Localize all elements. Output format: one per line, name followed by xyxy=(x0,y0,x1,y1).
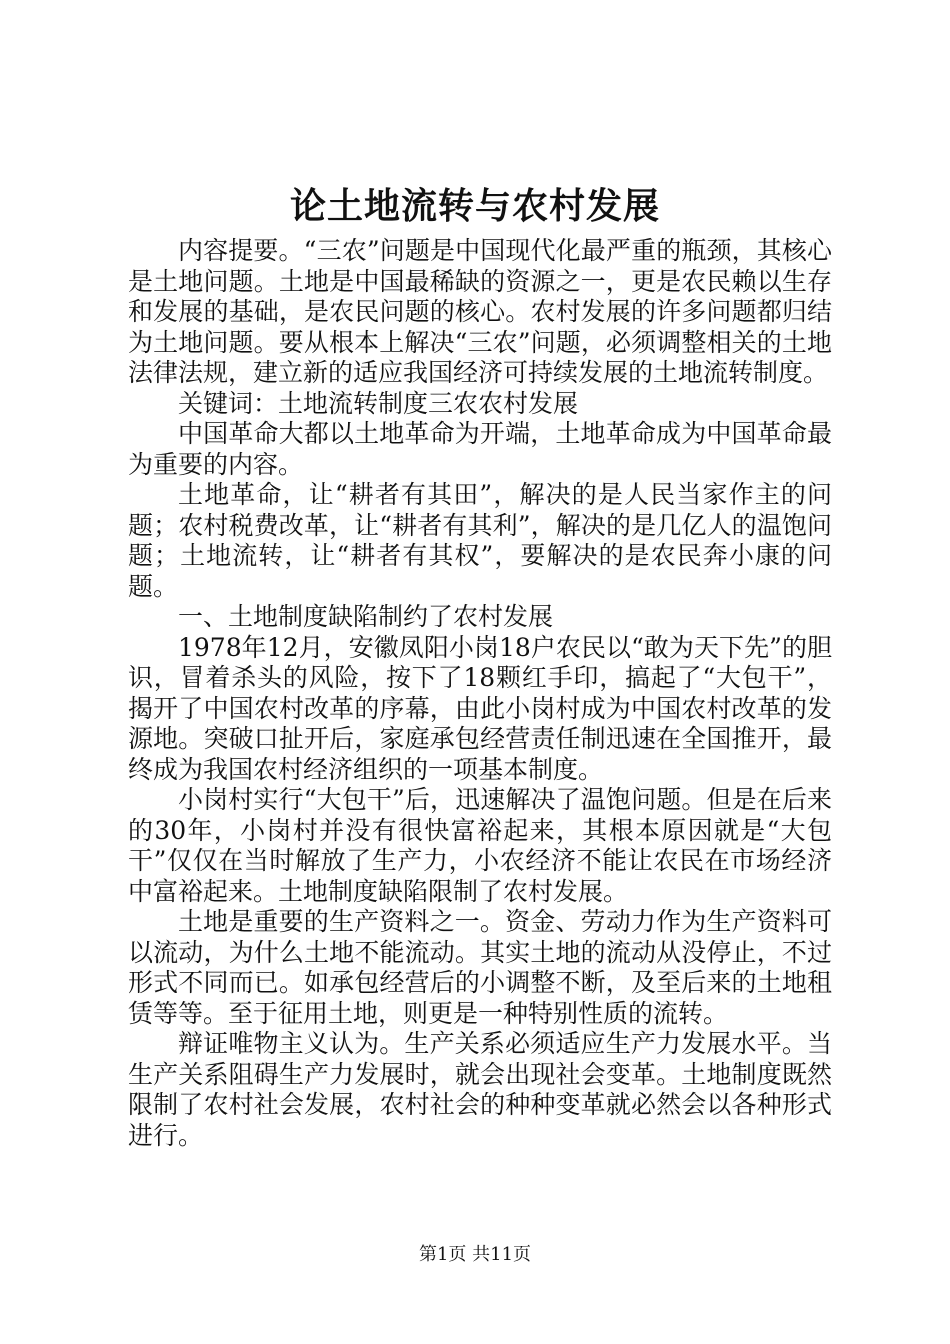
paragraph: 1978年12月，安徽凤阳小岗18户农民以“敢为天下先”的胆识，冒着杀头的风险，按下了18颗红手印，搞起了“大包干”，揭开了中国农村改革的序幕，由此小岗村成为中国农村改革的发源地。突破口扯开后，家庭承包经营责任制迅速在全国推开，最终成为我国农村经济组织的一项基本制度。 xyxy=(128,632,832,784)
document-body xyxy=(128,236,832,1151)
paragraph: 土地革命，让“耕者有其田”，解决的是人民当家作主的问题；农村税费改革，让“耕者有其利”，解决的是几亿人的温饱问题；土地流转，让“耕者有其权”，要解决的是农民奔小康的问题。 xyxy=(128,480,832,601)
page-footer: 第1页 共11页 xyxy=(418,1244,532,1265)
paragraph: 土地是重要的生产资料之一。资金、劳动力作为生产资料可以流动，为什么土地不能流动。其实土地的流动从没停止，不过形式不同而已。如承包经营后的小调整不断，及至后来的土地租赁等等。至于征用土地，则更是一种特别性质的流转。 xyxy=(128,907,832,1028)
paragraph: 辩证唯物主义认为。生产关系必须适应生产力发展水平。当生产关系阻碍生产力发展时，就会出现社会变革。土地制度既然限制了农村社会发展，农村社会的种种变革就必然会以各种形式进行。 xyxy=(128,1029,832,1150)
paragraph: 中国革命大都以土地革命为开端，土地革命成为中国革命最为重要的内容。 xyxy=(128,419,832,479)
document-title: 论土地流转与农村发展 xyxy=(289,185,660,227)
paragraph: 小岗村实行“大包干”后，迅速解决了温饱问题。但是在后来的30年，小岗村并没有很快富裕起来，其根本原因就是“大包干”仅仅在当时解放了生产力，小农经济不能让农民在市场经济中富裕起来。土地制度缺陷限制了农村发展。 xyxy=(128,785,832,906)
paragraph-abstract: 内容提要。“三农”问题是中国现代化最严重的瓶颈，其核心是土地问题。土地是中国最稀缺的资源之一，更是农民赖以生存和发展的基础，是农民问题的核心。农村发展的许多问题都归结为土地问题。要从根本上解决“三农”问题，必须调整相关的土地法律法规，建立新的适应我国经济可持续发展的土地流转制度。 xyxy=(128,236,832,387)
paragraph-keywords: 关键词：土地流转制度三农农村发展 xyxy=(178,388,579,418)
section-heading: 一、土地制度缺陷制约了农村发展 xyxy=(178,602,554,631)
